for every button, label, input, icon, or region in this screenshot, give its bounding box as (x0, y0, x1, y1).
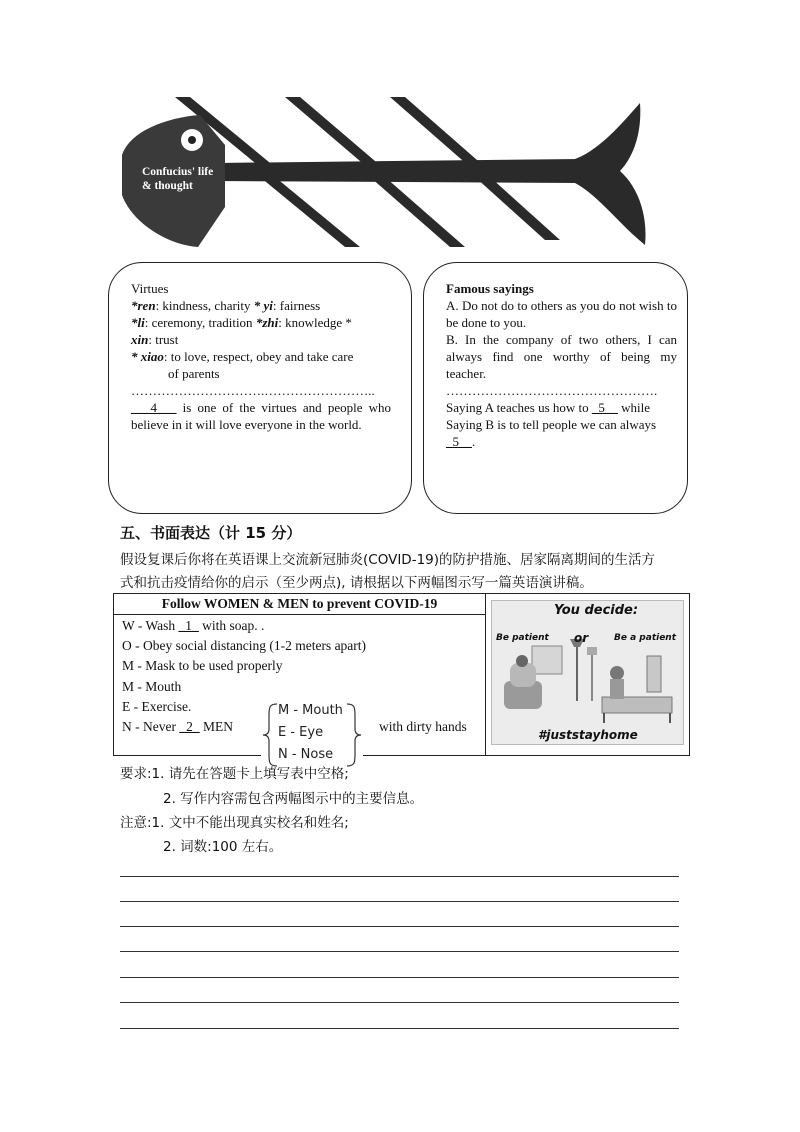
def-yi: : fairness (272, 298, 321, 313)
row-m2: M - Mouth (122, 679, 182, 694)
blank-1: _1_ (178, 618, 199, 633)
saying-a: A. Do not do to others as you do not wish to be done to you. (446, 298, 677, 330)
blank-2: _2_ (179, 719, 200, 734)
virtue-xin (131, 331, 391, 348)
virtue-ren-yi (131, 297, 391, 314)
poster-right-label: Be a patient (614, 633, 677, 643)
fish-head-label-1: Confucius' life (142, 166, 214, 178)
row-w-text: W - Wash (122, 618, 179, 633)
term-xiao: * xiao (131, 349, 164, 364)
prompt-line-1: 假设复课后你将在英语课上交流新冠肺炎(COVID-19)的防护措施、居家隔离期间的生活方 (120, 552, 656, 568)
saying-b: B. In the company of two others, I can always find one worthy of being my teacher. (446, 332, 677, 381)
sayings-title: Famous sayings (446, 281, 534, 296)
virtues-sentence (131, 399, 391, 433)
row-m1: M - Mask to be used properly (122, 658, 283, 673)
note-2: 2. 词数:100 左右。 (163, 839, 283, 855)
fish-tail (575, 103, 646, 245)
answer-line[interactable] (120, 901, 679, 902)
answer-line[interactable] (120, 1002, 679, 1003)
sayings-question-3 (446, 433, 677, 450)
blank-5b: _5__ (446, 434, 472, 449)
sayings-q3-post: . (472, 434, 476, 449)
blank-5a: _5__ (591, 400, 618, 415)
fish-eye-icon (181, 129, 203, 151)
answer-line[interactable] (120, 977, 679, 978)
sayings-question-2: Saying B is to tell people we can always (446, 417, 657, 432)
men-brace-box (261, 702, 363, 768)
sayings-box (423, 262, 688, 514)
poster-left-label: Be patient (496, 633, 549, 643)
row-w-post: with soap. . (198, 618, 265, 633)
virtues-title: Virtues (131, 281, 169, 296)
row-o: O - Obey social distancing (1-2 meters apart) (122, 638, 367, 653)
term-yi: * yi (253, 298, 273, 313)
fish-head-label-2: & thought (142, 180, 193, 192)
covid-table (113, 593, 690, 762)
virtues-box (108, 262, 412, 514)
term-xin: xin (131, 332, 149, 347)
sayings-q1-post: while (617, 400, 651, 415)
answer-line[interactable] (120, 1028, 679, 1029)
section-title: 五、书面表达（计 15 分） (120, 524, 302, 542)
poster-illustration (492, 601, 684, 745)
prompt-line-2: 式和抗击疫情给你的启示（至少两点), 请根据以下两幅图示写一篇英语演讲稿。 (120, 575, 593, 591)
brace-eye: E - Eye (278, 725, 324, 740)
sayings-q1-text: Saying A teaches us how to (446, 400, 592, 415)
stay-home-poster (491, 600, 684, 745)
women-men-panel (114, 594, 486, 762)
term-zhi: *zhi (255, 315, 279, 330)
virtues-dots: ………………………….…………………….. (131, 383, 375, 398)
virtue-xiao (131, 348, 391, 365)
def-xiao: : to love, respect, obey and take care (163, 349, 354, 364)
answer-line[interactable] (120, 951, 679, 952)
def-zhi: : knowledge * (278, 315, 352, 330)
row-n-text: N - Never (122, 719, 180, 734)
brace-mouth: M - Mouth (278, 703, 343, 718)
brace-nose: N - Nose (278, 747, 334, 762)
blank-4: ___4___ (131, 400, 177, 415)
answer-line[interactable] (120, 876, 679, 877)
row-n-post: with dirty hands (379, 719, 467, 734)
answer-line[interactable] (120, 926, 679, 927)
sayings-question-1 (446, 399, 677, 416)
term-li: *li (131, 315, 145, 330)
virtue-li-zhi (131, 314, 391, 331)
poster-or: or (574, 631, 589, 645)
def-xin: : trust (148, 332, 179, 347)
note-1: 注意:1. 文中不能出现真实校名和姓名; (120, 815, 349, 831)
fishbone-diagram (120, 95, 660, 250)
requirement-1: 要求:1. 请先在答题卡上填写表中空格; (120, 766, 349, 782)
row-n (122, 719, 233, 735)
virtue-xiao-cont: of parents (168, 366, 220, 381)
row-n-men: MEN (199, 719, 233, 734)
sayings-dots: …………………………………………. (446, 383, 658, 398)
poster-headline: You decide: (554, 603, 639, 618)
table-header: Follow WOMEN & MEN to prevent COVID-19 (114, 594, 485, 615)
virtues-sentence-text: is one of the virtues and people who believe in it will love everyone in the world. (131, 400, 392, 432)
requirement-2: 2. 写作内容需包含两幅图示中的主要信息。 (163, 791, 424, 807)
poster-hashtag: #juststayhome (538, 728, 638, 742)
term-ren: *ren (131, 298, 156, 313)
def-ren: : kindness, charity (155, 298, 254, 313)
row-e: E - Exercise. (122, 699, 192, 714)
def-li: : ceremony, tradition (144, 315, 256, 330)
fish-spine (215, 159, 580, 183)
row-w (122, 618, 264, 634)
